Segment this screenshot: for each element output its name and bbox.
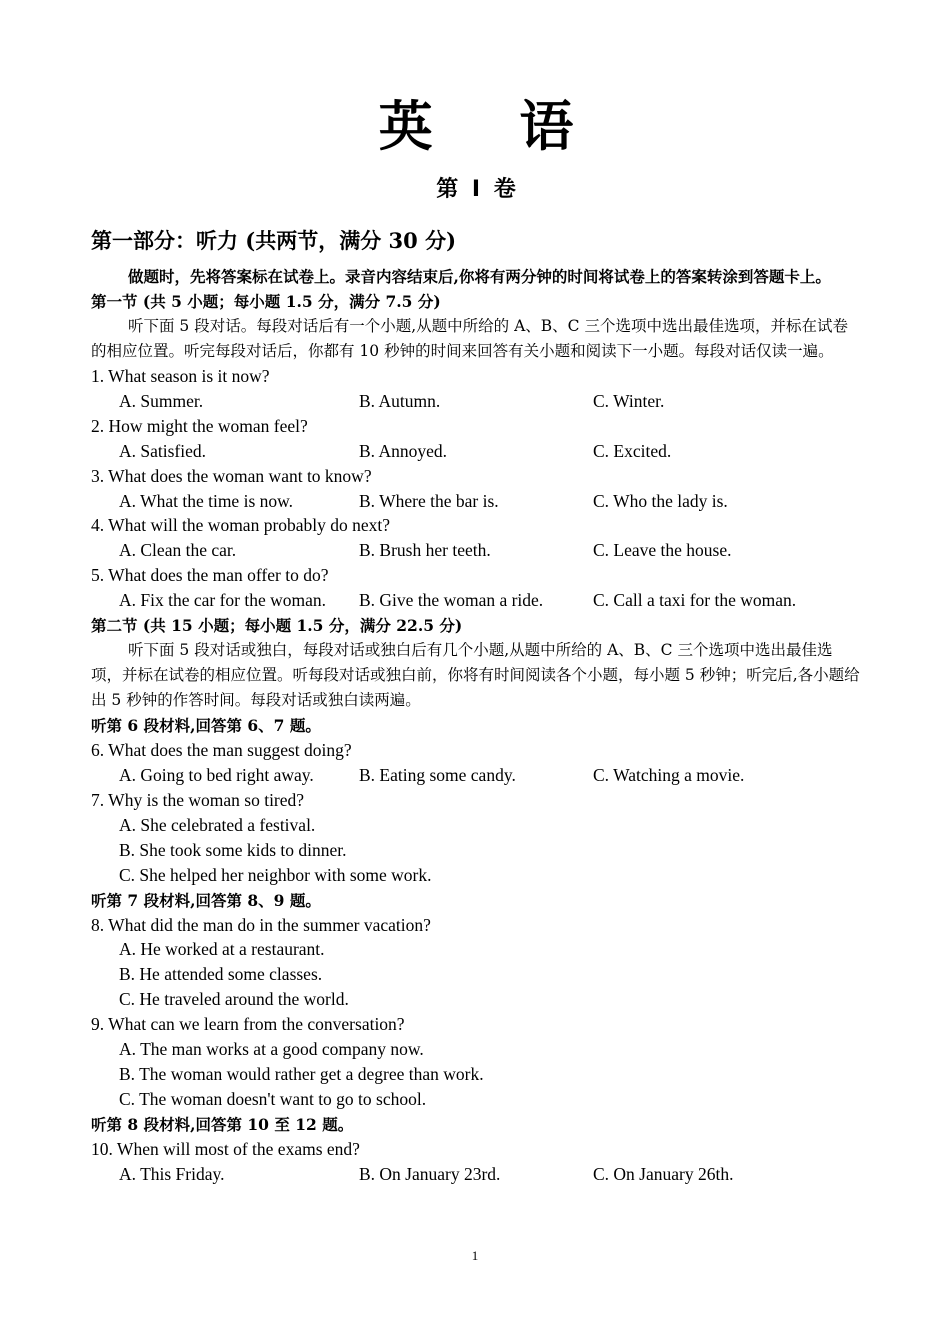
volume-subtitle: 第 I 卷 (436, 177, 516, 202)
option-a: A. Summer. (119, 390, 204, 411)
question-1-options (91, 389, 861, 414)
question-5-options (91, 588, 861, 613)
option-b: B. Give the woman a ride. (359, 590, 544, 611)
section2-directions: 听下面 5 段对话或独白，每段对话或独白后有几个小题,从题中所给的 A、B、C 三个选项中选出最佳选项，并标在试卷的相应位置。听每段对话或独白前，你将有时间阅读各个小题，每小题 5 秒钟；听完后,各小题给出 5 秒钟的作答时间。每段对话或独白读两遍。 (91, 641, 860, 710)
instructions: 做题时，先将答案标在试卷上。录音内容结束后,你将有两分钟的时间将试卷上的答案转涂到答题卡上。 (128, 267, 831, 286)
option-b: B. She took some kids to dinner. (119, 839, 347, 860)
option-c: C. Who the lady is. (593, 490, 728, 511)
question-2: 2. How might the woman feel? (91, 415, 308, 436)
option-a: A. She celebrated a festival. (119, 814, 316, 835)
option-a: A. Satisfied. (119, 440, 207, 461)
section1-heading: 第一节 (共 5 小题；每小题 1.5 分，满分 7.5 分) (91, 292, 441, 311)
question-3-options (91, 489, 861, 514)
option-b: B. Eating some candy. (359, 764, 516, 785)
question-8: 8. What did the man do in the summer vacation? (91, 914, 431, 935)
option-c: C. The woman doesn't want to go to school. (119, 1088, 427, 1109)
question-5: 5. What does the man offer to do? (91, 565, 329, 586)
option-a: A. This Friday. (119, 1163, 225, 1184)
option-a: A. Going to bed right away. (119, 764, 314, 785)
option-c: C. On January 26th. (593, 1163, 734, 1184)
material-7-heading: 听第 7 段材料,回答第 8、9 题。 (91, 890, 321, 910)
option-b: B. He attended some classes. (119, 964, 323, 985)
option-b: B. On January 23rd. (359, 1163, 501, 1184)
question-9: 9. What can we learn from the conversation? (91, 1014, 405, 1035)
option-a: A. He worked at a restaurant. (119, 939, 325, 960)
question-1: 1. What season is it now? (91, 366, 270, 386)
question-6-options (91, 763, 861, 788)
part1-heading: 第一部分：听力 (共两节，满分 30 分) (91, 228, 457, 253)
section2-heading: 第二节 (共 15 小题；每小题 1.5 分，满分 22.5 分) (91, 616, 463, 636)
question-10-options (91, 1162, 861, 1187)
option-c: C. Watching a movie. (593, 764, 745, 785)
option-b: B. Brush her teeth. (359, 540, 491, 561)
option-a: A. What the time is now. (119, 490, 294, 511)
question-7: 7. Why is the woman so tired? (91, 789, 305, 810)
option-a: A. The man works at a good company now. (119, 1039, 424, 1060)
page-title: 英 语 (378, 95, 608, 158)
option-b: B. Where the bar is. (359, 490, 499, 511)
option-a: A. Fix the car for the woman. (119, 590, 327, 611)
material-8-heading: 听第 8 段材料,回答第 10 至 12 题。 (91, 1114, 354, 1134)
option-b: B. Annoyed. (359, 440, 447, 461)
question-4-options (91, 538, 861, 563)
option-c: C. She helped her neighbor with some work. (119, 864, 432, 885)
question-6: 6. What does the man suggest doing? (91, 740, 352, 761)
question-4: 4. What will the woman probably do next? (91, 515, 391, 536)
section1-directions: 听下面 5 段对话。每段对话后有一个小题,从题中所给的 A、B、C 三个选项中选出最佳选项，并标在试卷的相应位置。听完每段对话后，你都有 10 秒钟的时间来回答有关小题和阅读下一小题。每段对话仅读一遍。 (91, 317, 848, 360)
page-number: 1 (471, 1248, 479, 1263)
option-b: B. The woman would rather get a degree than work. (119, 1063, 484, 1084)
content-flow (91, 264, 861, 1187)
option-c: C. Call a taxi for the woman. (593, 590, 797, 611)
question-10: 10. When will most of the exams end? (91, 1138, 360, 1159)
option-c: C. Winter. (593, 390, 665, 411)
option-b: B. Autumn. (359, 390, 441, 411)
option-c: C. He traveled around the world. (119, 989, 349, 1010)
question-3: 3. What does the woman want to know? (91, 465, 372, 486)
option-c: C. Excited. (593, 440, 672, 461)
option-c: C. Leave the house. (593, 540, 732, 561)
option-a: A. Clean the car. (119, 540, 237, 561)
question-2-options (91, 439, 861, 464)
material-6-heading: 听第 6 段材料,回答第 6、7 题。 (91, 716, 321, 736)
